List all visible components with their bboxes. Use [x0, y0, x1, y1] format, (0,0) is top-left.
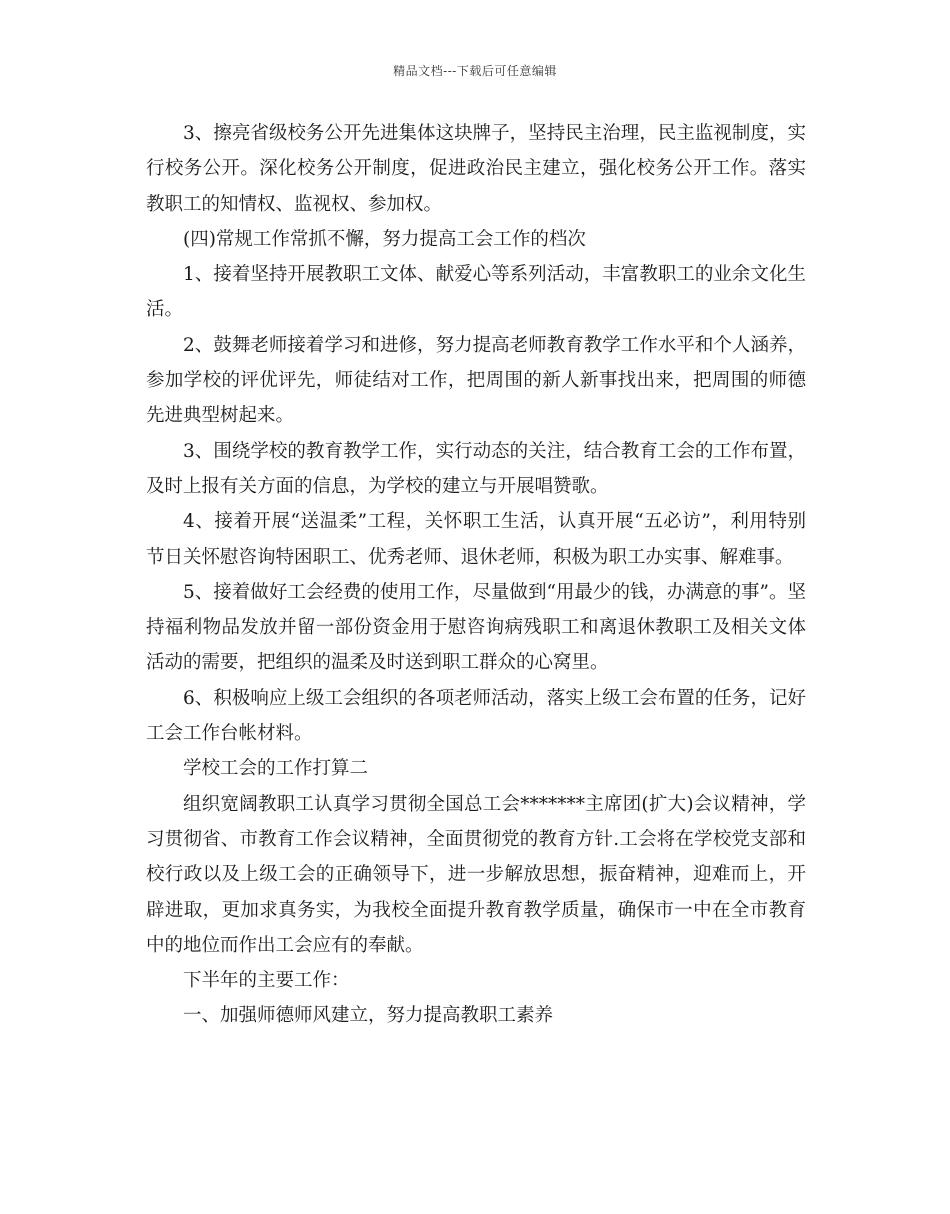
paragraph-item-3-teaching-focus: 3、围绕学校的教育教学工作，实行动态的关注，结合教育工会的工作布置，及时上报有关方面的信息，为学校的建立与开展唱赞歌。 [146, 440, 806, 497]
section-title-plan-two: 学校工会的工作打算二 [183, 758, 369, 780]
subheading-ethics: 一、加强师德师风建立，努力提高教职工素养 [183, 1005, 554, 1027]
paragraph-plan-intro: 组织宽阔教职工认真学习贯彻全国总工会*******主席团(扩大)会议精神，学习贯彻省、市教育工作会议精神，全面贯彻党的教育方针.工会将在学校党支部和校行政以及上级工会的正确领导下，进一步解放思想，振奋精神，迎难而上，开辟进取，更加求真务实，为我校全面提升教育教学质量，确保市一中在全市教育中的地位而作出工会应有的奉献。 [146, 793, 806, 956]
paragraph-item-6-respond-activities: 6、积极响应上级工会组织的各项老师活动，落实上级工会布置的任务，记好工会工作台帐材料。 [146, 687, 806, 745]
paragraph-item-4-warmth-project: 4、接着开展“送温柔”工程，关怀职工生活，认真开展“五必访”，利用特别节日关怀慰咨询特困职工、优秀老师、退休老师，积极为职工办实事、解难事。 [146, 511, 806, 568]
paragraph-item-5-union-funds: 5、接着做好工会经费的使用工作，尽量做到“用最少的钱，办满意的事”。坚持福利物品发放并留一部份资金用于慰咨询病残职工和离退休教职工及相关文体活动的需要，把组织的温柔及时送到职工群众的心窝里。 [146, 581, 806, 674]
subheading-main-work: 下半年的主要工作： [183, 970, 350, 992]
paragraph-item-1-activities: 1、接着坚持开展教职工文体、献爱心等系列活动，丰富教职工的业余文化生活。 [146, 264, 806, 321]
section-heading-routine-work: (四)常规工作常抓不懈，努力提高工会工作的档次 [183, 228, 586, 250]
paragraph-item-2-teacher-study: 2、鼓舞老师接着学习和进修，努力提高老师教育教学工作水平和个人涵养，参加学校的评优评先，师徒结对工作，把周围的新人新事找出来，把周围的师德先进典型树起来。 [146, 334, 806, 427]
document-body [146, 116, 806, 1034]
page-header: 精品文档---下载后可任意编辑 [393, 64, 557, 78]
paragraph-item-3-public-affairs: 3、擦亮省级校务公开先进集体这块牌子，坚持民主治理，民主监视制度，实行校务公开。深化校务公开制度，促进政治民主建立，强化校务公开工作。落实教职工的知情权、监视权、参加权。 [146, 123, 806, 215]
